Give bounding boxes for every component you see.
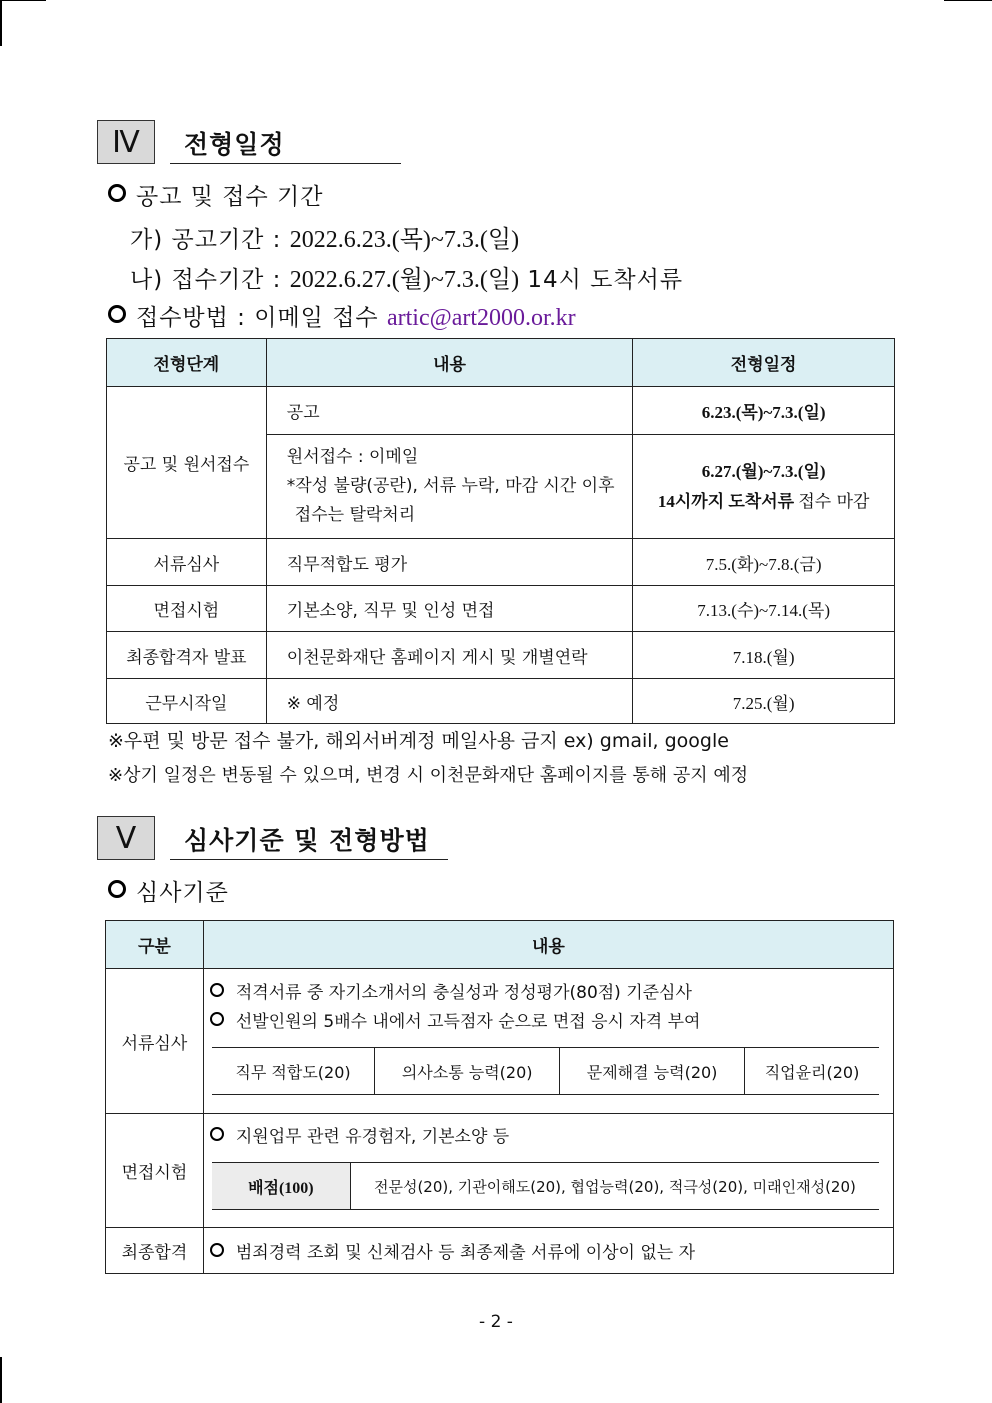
bullet-announcement-period: 공고 및 접수 기간 (108, 178, 323, 211)
interview-score-table (212, 1162, 879, 1210)
date-doc-review: 7.5.(화)~7.8.(금) (633, 539, 895, 586)
header-stage: 전형단계 (107, 339, 267, 387)
label-doc-review: 서류심사 (106, 969, 204, 1114)
email-link[interactable]: artic@art2000.or.kr (386, 305, 576, 331)
crop-mark-top-right (944, 0, 992, 1)
section-4-numeral: Ⅳ (97, 120, 155, 164)
stage-doc-review: 서류심사 (107, 539, 267, 586)
label-final: 최종합격 (106, 1228, 204, 1274)
header-content: 내용 (266, 339, 633, 387)
bullet-icon (108, 184, 126, 202)
bullet-application-method: 접수방법 : 이메일 접수 artic@art2000.or.kr (108, 299, 576, 332)
header-category: 구분 (106, 921, 204, 969)
content-application: 원서접수 : 이메일 *작성 불량(공란), 서류 누락, 마감 시간 이후 접수는 탈락처리 (266, 435, 633, 539)
stage-start-date: 근무시작일 (107, 679, 267, 724)
section-5-title: 심사기준 및 전형방법 (184, 826, 430, 855)
content-final-announcement: 이천문화재단 홈페이지 게시 및 개별연락 (266, 632, 633, 679)
date-interview: 7.13.(수)~7.14.(목) (633, 586, 895, 632)
details-final: 범죄경력 조회 및 신체검사 등 최종제출 서류에 이상이 없는 자 (203, 1228, 893, 1274)
score-job-fit: 직무 적합도(20) (212, 1048, 375, 1095)
stage-announcement: 공고 및 원서접수 (107, 387, 267, 539)
content-doc-review: 직무적합도 평가 (266, 539, 633, 586)
score-communication: 의사소통 능력(20) (375, 1048, 560, 1095)
content-start-date: ※ 예정 (266, 679, 633, 724)
crop-mark-top-left (0, 0, 2, 46)
interview-score-detail: 전문성(20), 기관이해도(20), 협업능력(20), 적극성(20), 미래인재성(20) (350, 1163, 879, 1210)
ring-icon (210, 1127, 224, 1141)
date-final-announcement: 7.18.(월) (633, 632, 895, 679)
interview-score-label: 배점(100) (212, 1163, 351, 1210)
note-schedule-change: ※상기 일정은 변동될 수 있으며, 변경 시 이천문화재단 홈페이지를 통해 공지 예정 (108, 765, 749, 786)
ring-icon (210, 1243, 224, 1257)
line-application-dates: 나) 접수기간 : 2022.6.27.(월)~7.3.(일) 14시 도착서류 (130, 267, 684, 293)
doc-score-table (212, 1047, 879, 1095)
line-announcement-dates: 가) 공고기간 : 2022.6.23.(목)~7.3.(일) (130, 227, 520, 253)
crop-mark-bottom-left (0, 1357, 2, 1403)
section-4-title: 전형일정 (184, 130, 285, 159)
score-problem-solving: 문제해결 능력(20) (560, 1048, 745, 1095)
date-start-date: 7.25.(월) (633, 679, 895, 724)
header-details: 내용 (203, 921, 893, 969)
date-announcement: 6.23.(목)~7.3.(일) (633, 387, 895, 435)
score-ethics: 직업윤리(20) (745, 1048, 879, 1095)
bullet-icon (108, 305, 126, 323)
stage-final-announcement: 최종합격자 발표 (107, 632, 267, 679)
note-submission: ※우편 및 방문 접수 불가, 해외서버계정 메일사용 금지 ex) gmail, google (108, 730, 729, 752)
schedule-table (106, 338, 895, 724)
criteria-table (105, 920, 894, 1274)
stage-interview: 면접시험 (107, 586, 267, 632)
label-interview: 면접시험 (106, 1114, 204, 1228)
bullet-criteria: 심사기준 (108, 874, 229, 907)
header-schedule: 전형일정 (633, 339, 895, 387)
ring-icon (210, 1012, 224, 1026)
bullet-icon (108, 880, 126, 898)
ring-icon (210, 983, 224, 997)
section-5-numeral: Ⅴ (97, 816, 155, 860)
details-doc-review: 적격서류 중 자기소개서의 충실성과 정성평가(80점) 기준심사 선발인원의 5배수 내에서 고득점자 순으로 면접 응시 자격 부여 직무 적합도(20) 의사소통 능력(20) 문제해결 능력(20) 직업윤리(20) (203, 969, 893, 1114)
details-interview: 지원업무 관련 유경험자, 기본소양 등 배점(100) 전문성(20), 기관이해도(20), 협업능력(20), 적극성(20), 미래인재성(20) (203, 1114, 893, 1228)
date-application: 6.27.(월)~7.3.(일) 14시까지 도착서류 접수 마감 (633, 435, 895, 539)
crop-mark-top-left-h (0, 0, 46, 1)
page-number: - 2 - (479, 1312, 513, 1332)
content-interview: 기본소양, 직무 및 인성 면접 (266, 586, 633, 632)
content-announcement: 공고 (266, 387, 633, 435)
section-4-underline (170, 163, 401, 164)
section-5-underline (170, 859, 448, 860)
